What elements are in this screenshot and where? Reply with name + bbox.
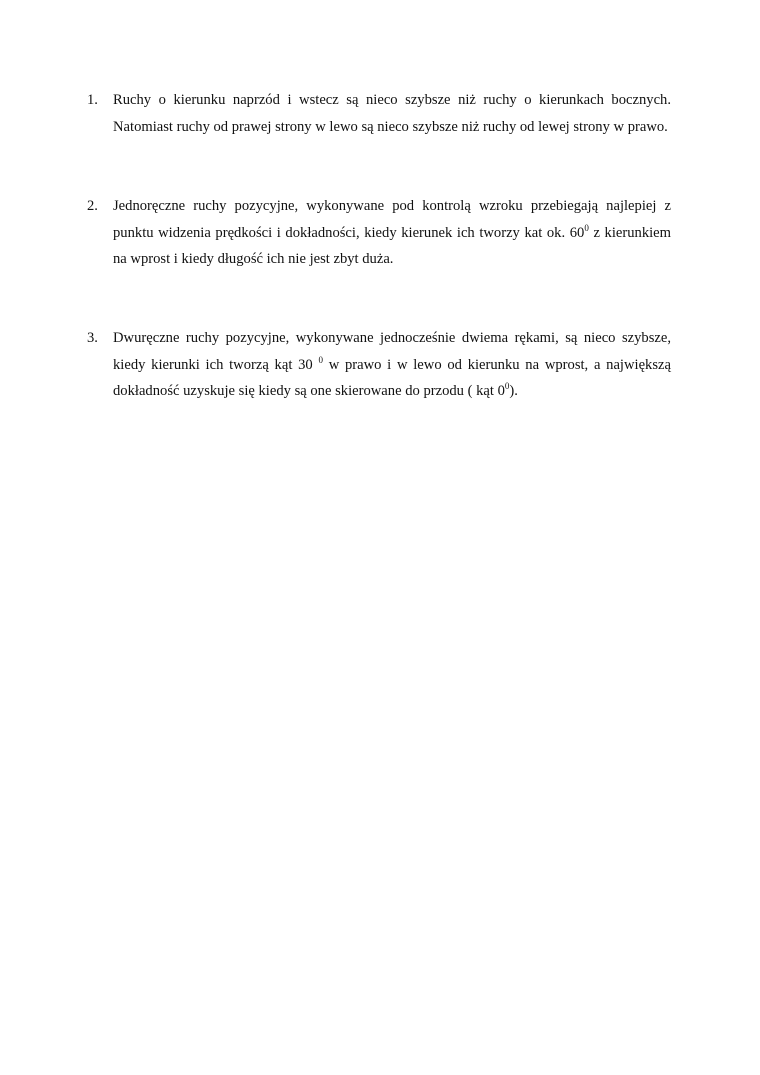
list-item-text [113,193,671,273]
list-item-number: 1. [87,92,98,108]
superscript-degree: 0 [584,222,589,233]
list-item-text-part: Jednoręczne ruchy pozycyjne, wykonywane pod kontrolą wzroku przebiegają najlepiej z punktu widzenia prędkości i dokładności, kiedy kierunek ich tworzy kat ok. 60 [113,198,671,241]
list-item [87,325,671,405]
list-item-text-part: w prawo i w lewo od kierunku na wprost, a największą dokładność uzyskuje się kiedy są one skierowane do przodu ( kąt 0 [113,356,671,399]
list-item-text-part: Dwuręczne ruchy pozycyjne, wykonywane jednocześnie dwiema rękami, są nieco szybsze, kiedy kierunki ich tworzą kąt 30 [113,330,671,373]
list-item-text [113,87,671,140]
list-item-text-content: Ruchy o kierunku naprzód i wstecz są nieco szybsze niż ruchy o kierunkach bocznych. Natomiast ruchy od prawej strony w lewo są nieco szybsze niż ruchy od lewej strony w prawo. [113,92,671,135]
list-item-text [113,325,671,405]
list-item-text-part: ). [509,383,518,399]
superscript-degree: 0 [318,354,323,365]
list-item-number: 3. [87,330,98,346]
superscript-degree: 0 [504,381,510,392]
list-item [87,193,671,273]
list-item-number: 2. [87,198,98,214]
list-item-text-part: z kierunkiem na wprost i kiedy długość ich nie jest zbyt duża. [113,224,671,267]
list-item [87,87,671,140]
